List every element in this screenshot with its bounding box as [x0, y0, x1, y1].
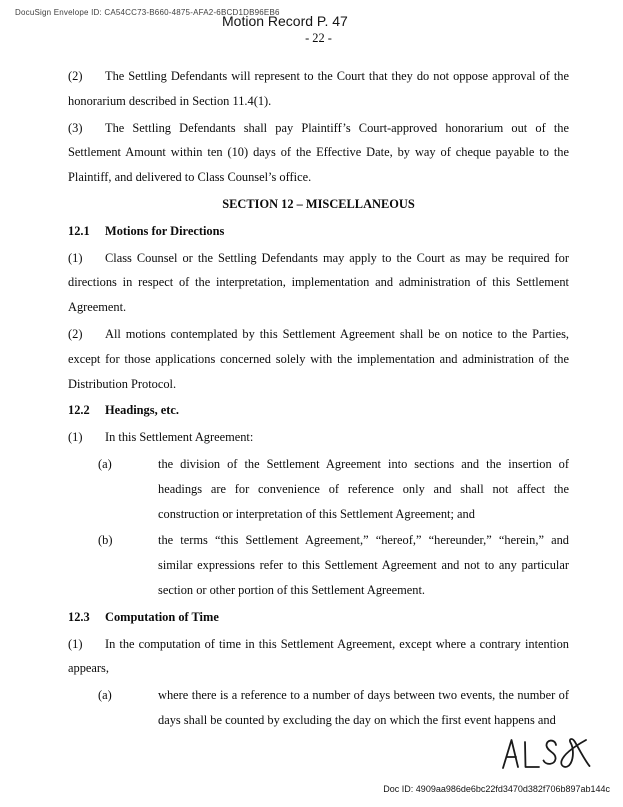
paragraph-12-2-1 — [68, 425, 569, 450]
subitem-12-3-1-a — [98, 683, 569, 733]
heading-12-2 — [68, 398, 569, 423]
heading-number: 12.2 — [68, 403, 90, 418]
doc-id-footer: Doc ID: 4909aa986de6bc22fd3470d382f706b897ab144c — [383, 784, 610, 794]
initials-text — [498, 779, 499, 780]
paragraph-12-3-1 — [68, 632, 569, 682]
subitem-text: the terms “this Settlement Agreement,” “hereof,” “hereunder,” “herein,” and similar expressions refer to this Settlement Agreement and not to any particular section or other portion of this Settlement Agreement. — [158, 533, 569, 597]
subitem-text: the division of the Settlement Agreement into sections and the insertion of headings are for convenience of reference only and shall not affect the construction or interpretation of this Settlement Agreement; and — [158, 456, 569, 521]
subitem-label: (a) — [98, 688, 112, 703]
subitem-text: where there is a reference to a number of days between two events, the number of days shall be counted by excluding the day on which the first event happens and — [158, 688, 569, 727]
heading-number: 12.1 — [68, 223, 90, 238]
paragraph-number: (2) — [68, 326, 83, 341]
handwritten-initials — [498, 731, 593, 779]
paragraph-text: Class Counsel or the Settling Defendants may apply to the Court as may be required for directions in respect of the interpretation, implementation and administration of this Settlement Agreement. — [68, 250, 569, 315]
docusign-envelope-id: DocuSign Envelope ID: CA54CC73-B660-4875-AFA2-6BCD1DB96EB6 — [15, 8, 280, 17]
paragraph-number: (1) — [68, 430, 83, 445]
section-12-heading: SECTION 12 – MISCELLANEOUS — [222, 196, 415, 211]
paragraph-2 — [68, 64, 569, 114]
heading-title: Headings, etc. — [105, 403, 179, 418]
page-number: - 22 - — [305, 31, 332, 45]
heading-number: 12.3 — [68, 609, 90, 624]
paragraph-text: All motions contemplated by this Settlement Agreement shall be on notice to the Parties, except for those applications concerned solely with the implementation and administration of the Distribution Protocol. — [68, 326, 569, 391]
heading-title: Motions for Directions — [105, 223, 225, 238]
heading-12-1 — [68, 219, 569, 244]
paragraph-number: (2) — [68, 69, 83, 83]
paragraph-number: (1) — [68, 636, 83, 651]
paragraph-3 — [68, 116, 569, 190]
initials-ink-strokes — [498, 731, 593, 779]
paragraph-12-1-1 — [68, 246, 569, 320]
paragraph-text: The Settling Defendants will represent to the Court that they do not oppose approval of the honorarium described in Section 11.4(1). — [68, 69, 569, 108]
document-body — [68, 64, 569, 735]
paragraph-text: The Settling Defendants shall pay Plaintiff’s Court-approved honorarium out of the Settlement Amount within ten (10) days of the Effective Date, by way of cheque payable to the Plaintiff, and delivered to Class Counsel’s office. — [68, 120, 569, 185]
paragraph-number: (1) — [68, 250, 83, 265]
motion-record-stamp: Motion Record P. 47 — [222, 13, 348, 29]
subitem-12-2-1-b — [98, 528, 569, 602]
paragraph-text: In this Settlement Agreement: — [105, 430, 254, 445]
heading-title: Computation of Time — [105, 609, 219, 624]
paragraph-12-1-2 — [68, 322, 569, 396]
paragraph-text: In the computation of time in this Settlement Agreement, except where a contrary intention appears, — [68, 636, 569, 676]
subitem-label: (a) — [98, 456, 112, 471]
subitem-label: (b) — [98, 533, 113, 548]
paragraph-number: (3) — [68, 120, 83, 135]
subitem-12-2-1-a — [98, 452, 569, 526]
heading-12-3 — [68, 605, 569, 630]
